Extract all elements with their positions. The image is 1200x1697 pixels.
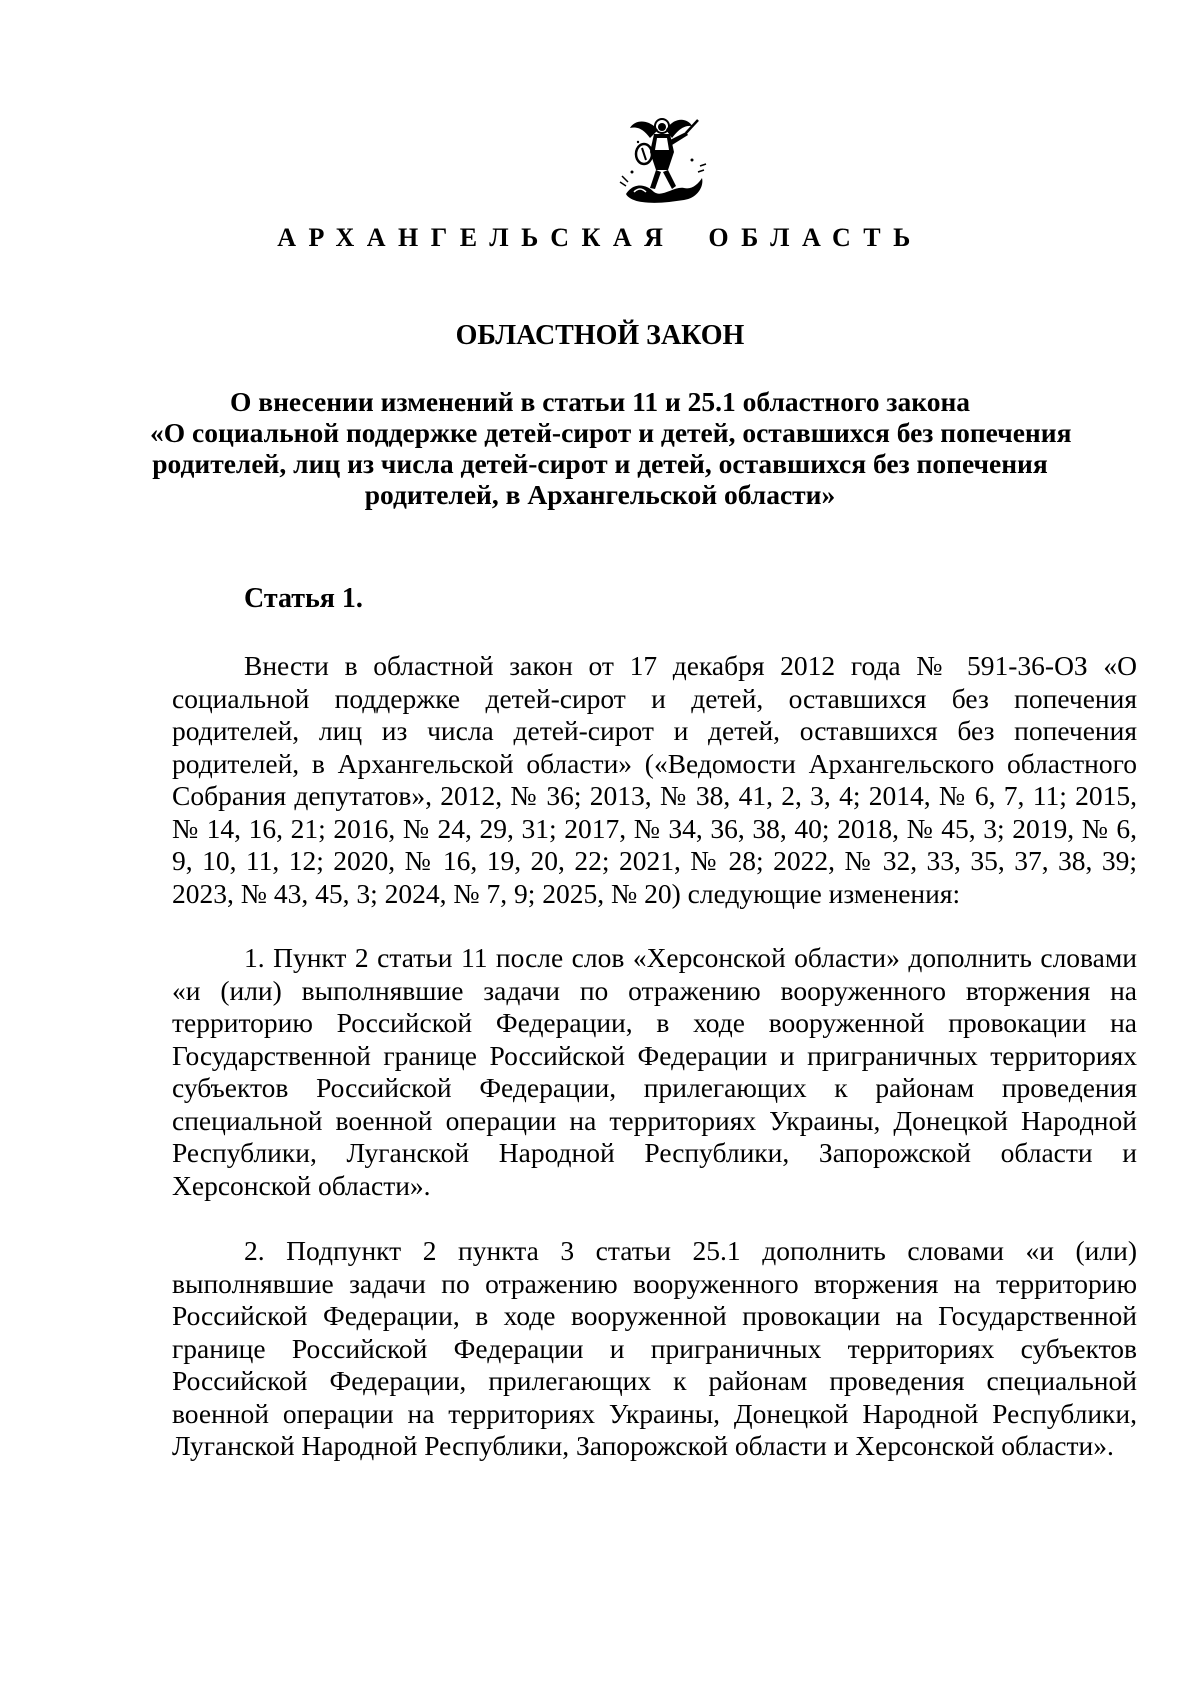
law-title-line: родителей, лиц из числа детей-сирот и детей, оставшихся без попечения — [152, 448, 1048, 479]
law-title — [150, 386, 1072, 510]
document-type: ОБЛАСТНОЙ ЗАКОН — [455, 320, 745, 351]
archangel-coat-of-arms-icon — [612, 112, 710, 208]
region-heading: АРХАНГЕЛЬСКАЯ ОБЛАСТЬ — [277, 223, 923, 252]
law-title-line: «О социальной поддержке детей-сирот и детей, оставшихся без попечения — [150, 417, 1072, 448]
law-title-line: родителей, в Архангельской области» — [364, 479, 836, 510]
article-intro-paragraph: Внести в областной закон от 17 декабря 2012 года № 591-36-ОЗ «О социальной поддержке детей-сирот и детей, оставшихся без попечения родителей, лиц из числа детей-сирот и детей, оставшихся без попечения родителей, в Архангельской области» («Ведомости Архангельского областного Собрания депутатов», 2012, № 36; 2013, № 38, 41, 2, 3, 4; 2014, № 6, 7, 11; 2015, № 14, 16, 21; 2016, № 24, 29, 31; 2017, № 34, 36, 38, 40; 2018, № 45, 3; 2019, № 6, 9, 10, 11, 12; 2020, № 16, 19, 20, 22; 2021, № 28; 2022, № 32, 33, 35, 37, 38, 39; 2023, № 43, 45, 3; 2024, № 7, 9; 2025, № 20) следующие изменения: — [172, 650, 1137, 909]
amendment-item-1: 1. Пункт 2 статьи 11 после слов «Херсонской области» дополнить словами «и (или) выполнявшие задачи по отражению вооруженного вторжения на территорию Российской Федерации, в ходе вооруженной провокации на Государственной границе Российской Федерации и приграничных территориях субъектов Российской Федерации, прилегающих к районам проведения специальной военной операции на территориях Украины, Донецкой Народной Республики, Луганской Народной Республики, Запорожской области и Херсонской области». — [172, 942, 1137, 1201]
law-title-line: О внесении изменений в статьи 11 и 25.1 областного закона — [229, 386, 971, 417]
article-heading: Статья 1. — [244, 583, 363, 614]
amendment-item-2: 2. Подпункт 2 пункта 3 статьи 25.1 дополнить словами «и (или) выполнявшие задачи по отражению вооруженного вторжения на территорию Российской Федерации, в ходе вооруженной провокации на Государственной границе Российской Федерации и приграничных территориях субъектов Российской Федерации, прилегающих к районам проведения специальной военной операции на территориях Украины, Донецкой Народной Республики, Луганской Народной Республики, Запорожской области и Херсонской области». — [172, 1235, 1137, 1461]
